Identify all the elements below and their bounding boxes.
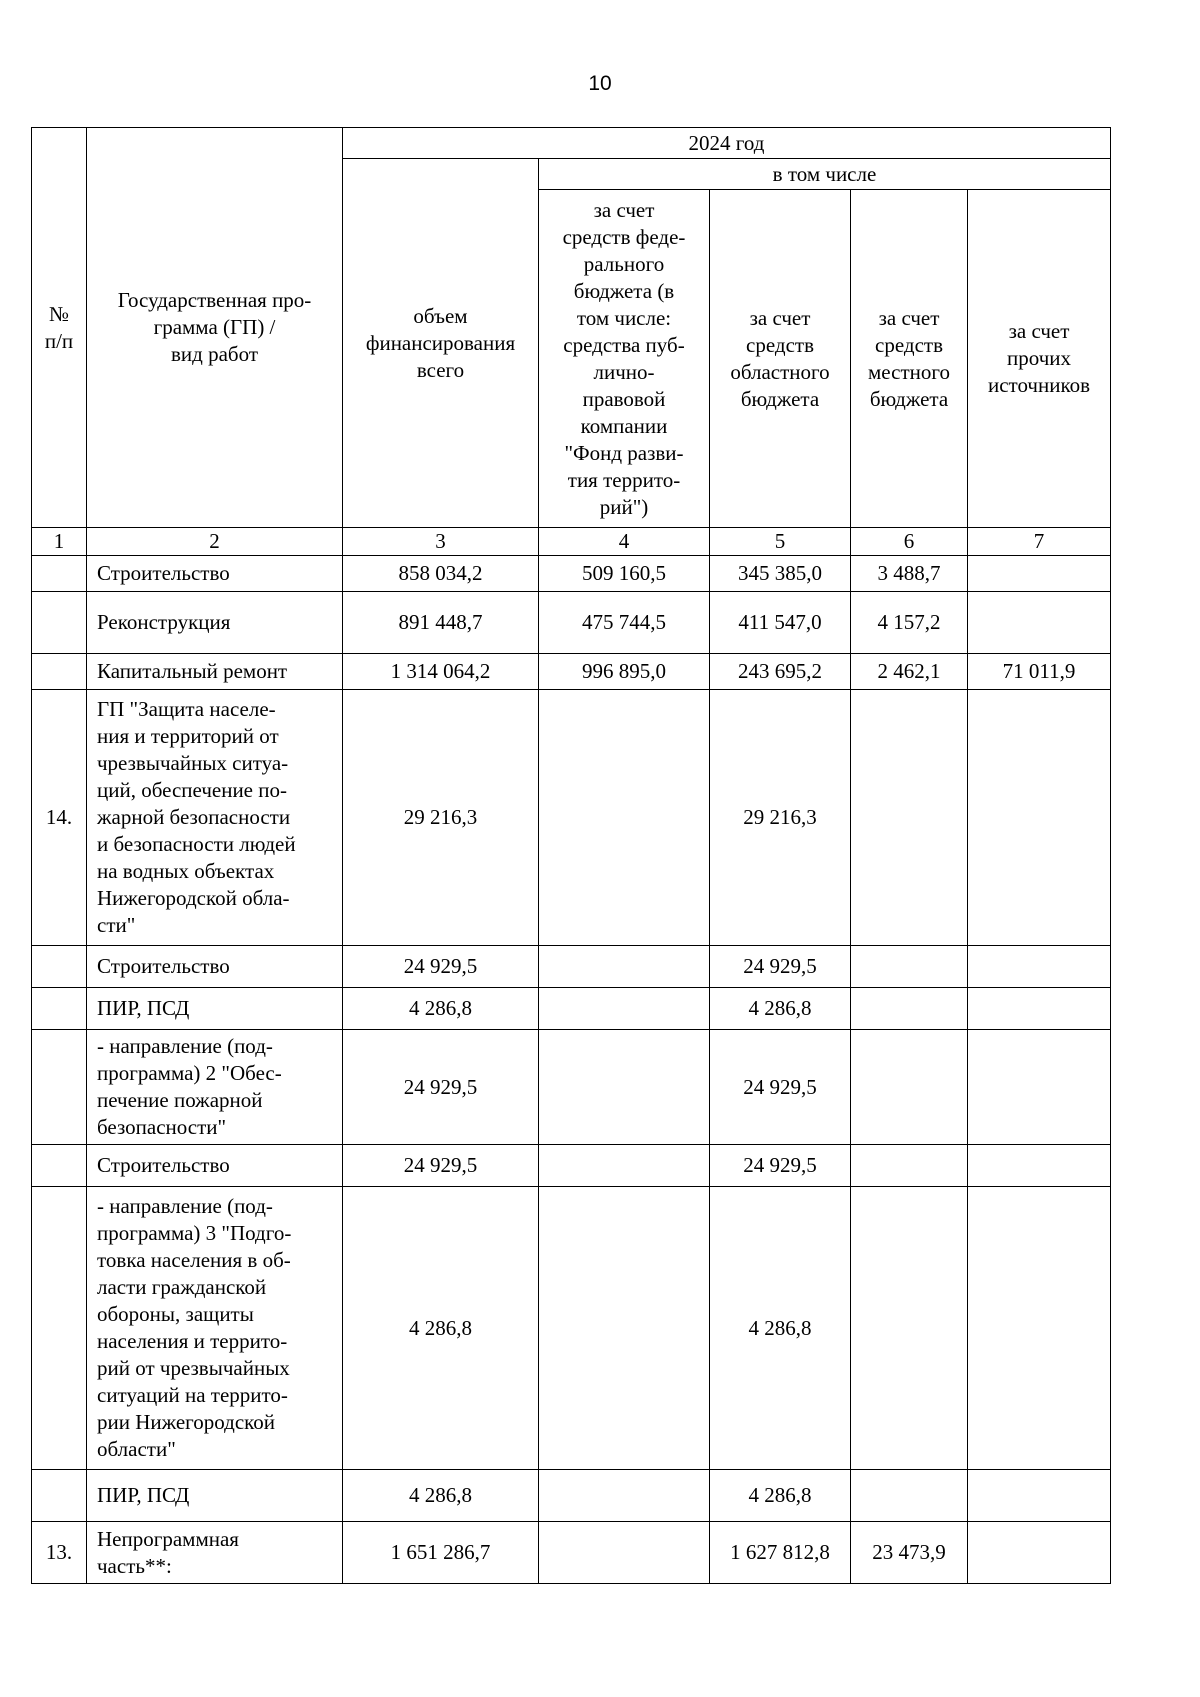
cell-other [968,988,1111,1030]
row-number [32,1145,87,1187]
row-number [32,592,87,654]
cell-regional: 24 929,5 [710,1145,851,1187]
cell-total: 29 216,3 [343,690,539,946]
cell-local [851,690,968,946]
budget-table [31,127,1111,1584]
header-including: в том числе [539,159,1111,190]
column-number: 5 [710,528,851,556]
cell-other [968,1145,1111,1187]
table-row [32,1030,1111,1145]
cell-federal: 509 160,5 [539,556,710,592]
cell-other [968,1522,1111,1584]
table-header [32,128,1111,556]
cell-total: 4 286,8 [343,988,539,1030]
row-name: Строительство [87,946,343,988]
row-number [32,1030,87,1145]
cell-total: 1 651 286,7 [343,1522,539,1584]
header-col-total: объем финансирования всего [343,159,539,528]
cell-regional: 24 929,5 [710,946,851,988]
column-number: 3 [343,528,539,556]
cell-federal [539,690,710,946]
cell-other [968,1470,1111,1522]
cell-local [851,1145,968,1187]
cell-total: 24 929,5 [343,1145,539,1187]
row-name: Строительство [87,556,343,592]
cell-local: 4 157,2 [851,592,968,654]
cell-regional: 4 286,8 [710,1470,851,1522]
cell-total: 4 286,8 [343,1187,539,1470]
column-number: 2 [87,528,343,556]
cell-local: 3 488,7 [851,556,968,592]
cell-local [851,946,968,988]
cell-local [851,1187,968,1470]
table-row [32,690,1111,946]
row-name: ПИР, ПСД [87,988,343,1030]
cell-federal [539,946,710,988]
row-number [32,946,87,988]
cell-federal [539,1187,710,1470]
row-name: Капитальный ремонт [87,654,343,690]
header-col-other: за счет прочих источников [968,190,1111,528]
cell-regional: 243 695,2 [710,654,851,690]
cell-regional: 1 627 812,8 [710,1522,851,1584]
table-row [32,946,1111,988]
cell-total: 891 448,7 [343,592,539,654]
table-row [32,1145,1111,1187]
cell-federal: 996 895,0 [539,654,710,690]
cell-federal [539,1030,710,1145]
cell-regional: 24 929,5 [710,1030,851,1145]
column-number: 6 [851,528,968,556]
cell-federal: 475 744,5 [539,592,710,654]
row-name: Реконструкция [87,592,343,654]
cell-federal [539,1145,710,1187]
cell-local [851,1470,968,1522]
cell-federal [539,1470,710,1522]
table-row [32,1187,1111,1470]
row-name: - направление (под- программа) 3 "Подго- товка населения в об- ласти гражданской обороны, защиты населения и террито- рий от чрезвычайных ситуаций на террито- рии Нижегородской области" [87,1187,343,1470]
row-name: ГП "Защита населе- ния и территорий от чрезвычайных ситуа- ций, обеспечение по- жарной безопасности и безопасности людей на водных объектах Нижегородской обла- сти" [87,690,343,946]
page-number: 10 [588,72,612,95]
header-year: 2024 год [343,128,1111,159]
cell-other: 71 011,9 [968,654,1111,690]
table-row [32,988,1111,1030]
row-number [32,1470,87,1522]
row-name: Непрограммная часть**: [87,1522,343,1584]
cell-local [851,988,968,1030]
column-number: 7 [968,528,1111,556]
column-number: 1 [32,528,87,556]
row-name: Строительство [87,1145,343,1187]
row-number [32,654,87,690]
cell-local: 23 473,9 [851,1522,968,1584]
header-col-federal: за счет средств феде- рального бюджета (в том числе: средства пуб- лично- правовой компании "Фонд разви- тия террито- рий") [539,190,710,528]
cell-other [968,1187,1111,1470]
cell-regional: 4 286,8 [710,988,851,1030]
cell-other [968,592,1111,654]
table-row [32,592,1111,654]
row-number [32,988,87,1030]
cell-local [851,1030,968,1145]
cell-federal [539,988,710,1030]
cell-regional: 4 286,8 [710,1187,851,1470]
header-col-no: № п/п [32,128,87,528]
row-name: ПИР, ПСД [87,1470,343,1522]
row-number [32,556,87,592]
cell-regional: 29 216,3 [710,690,851,946]
column-numbers-row [32,528,1111,556]
row-number: 13. [32,1522,87,1584]
cell-local: 2 462,1 [851,654,968,690]
cell-federal [539,1522,710,1584]
cell-other [968,946,1111,988]
row-number: 14. [32,690,87,946]
cell-total: 4 286,8 [343,1470,539,1522]
cell-total: 24 929,5 [343,1030,539,1145]
header-col-program: Государственная про- грамма (ГП) / вид работ [87,128,343,528]
table-row [32,1470,1111,1522]
cell-other [968,556,1111,592]
header-col-regional: за счет средств областного бюджета [710,190,851,528]
table-row [32,556,1111,592]
header-col-local: за счет средств местного бюджета [851,190,968,528]
cell-regional: 345 385,0 [710,556,851,592]
table-row [32,654,1111,690]
table-row [32,1522,1111,1584]
cell-other [968,1030,1111,1145]
cell-total: 24 929,5 [343,946,539,988]
row-number [32,1187,87,1470]
cell-total: 858 034,2 [343,556,539,592]
row-name: - направление (под- программа) 2 "Обес- печение пожарной безопасности" [87,1030,343,1145]
cell-regional: 411 547,0 [710,592,851,654]
column-number: 4 [539,528,710,556]
cell-total: 1 314 064,2 [343,654,539,690]
cell-other [968,690,1111,946]
